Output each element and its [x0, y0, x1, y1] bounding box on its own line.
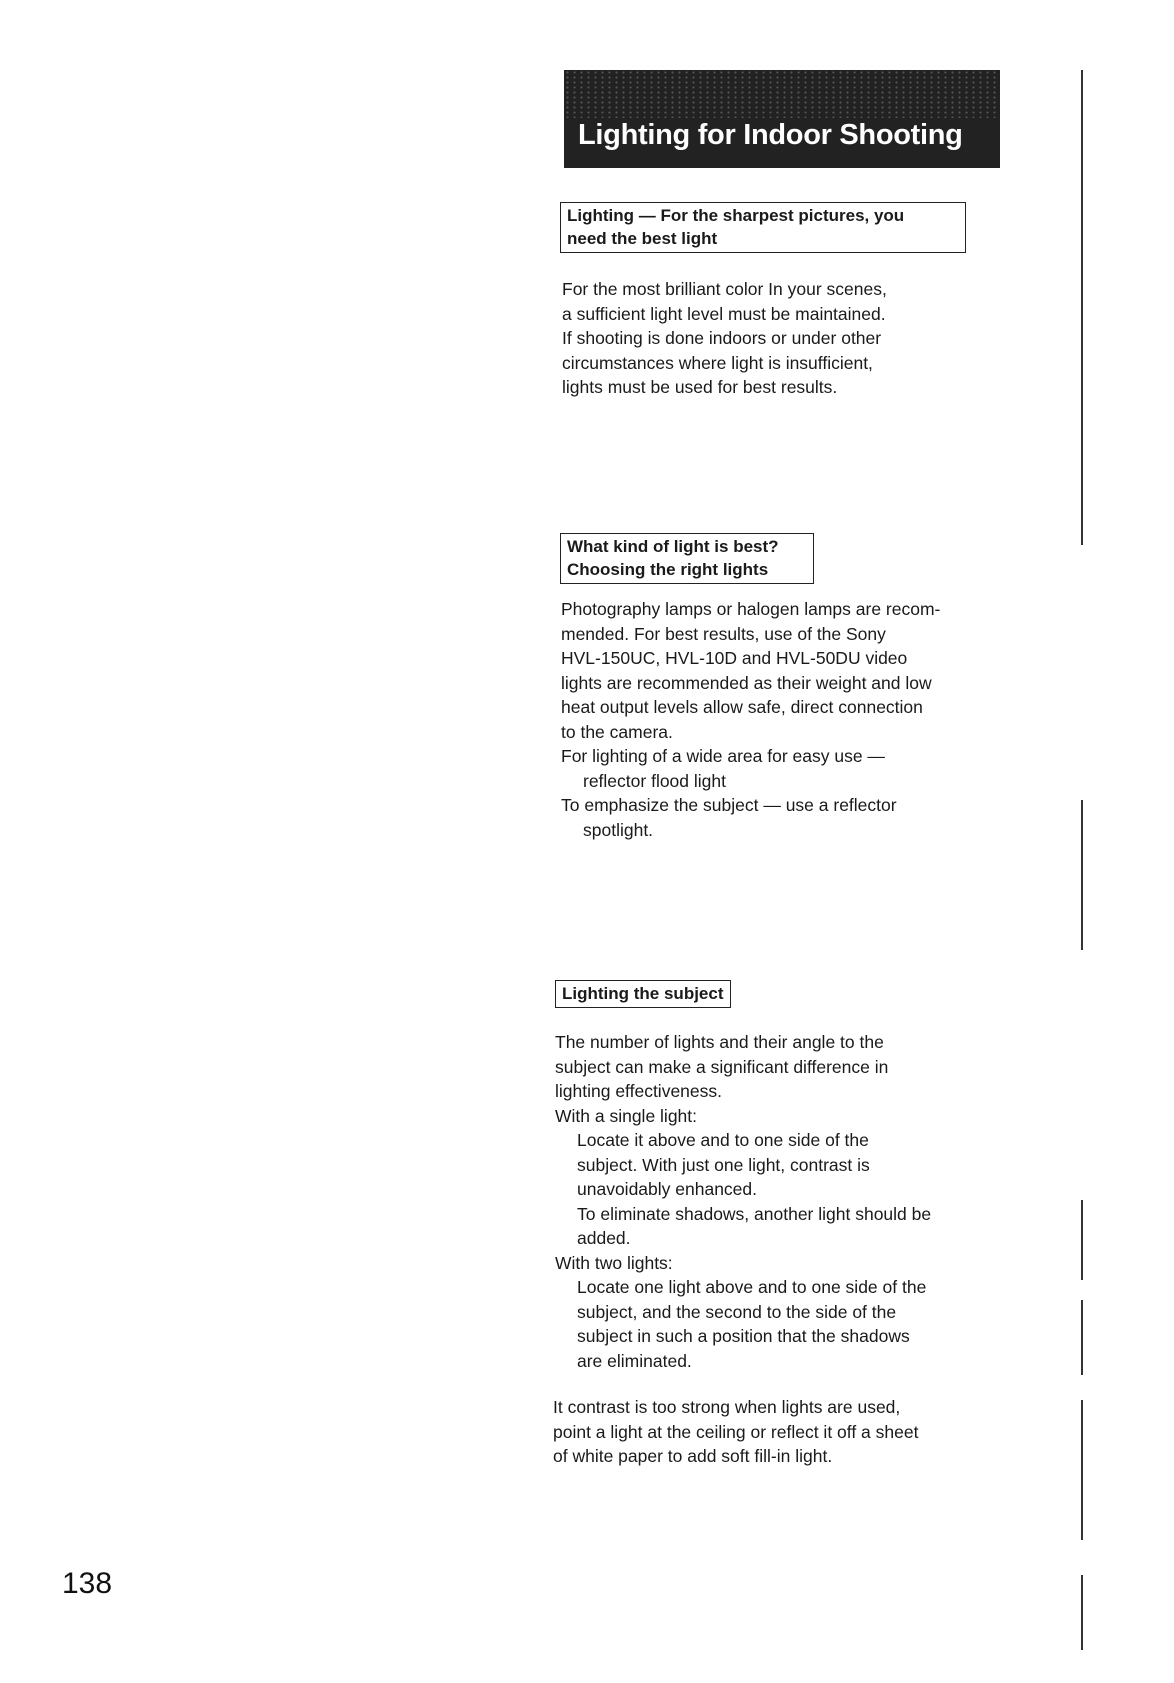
section-heading-light-type: [560, 533, 814, 584]
text-line: spotlight.: [583, 819, 654, 840]
closing-paragraph: [553, 1395, 1008, 1469]
text-line: subject can make a significant difference in: [555, 1056, 889, 1077]
page-number: 138: [62, 1567, 113, 1600]
section-heading-lighting: [560, 202, 966, 253]
margin-rule: [1081, 800, 1083, 950]
text-line: To emphasize the subject — use a reflector: [561, 795, 897, 815]
text-line: lights must be used for best results.: [562, 377, 838, 397]
text-line: subject, and the second to the side of the: [577, 1301, 897, 1322]
heading-line: need the best light: [567, 229, 718, 248]
text-line: The number of lights and their angle to the: [555, 1032, 884, 1052]
text-line: lights are recommended as their weight and low: [561, 672, 932, 693]
margin-rule: [1081, 70, 1083, 545]
margin-rule: [1081, 1300, 1083, 1375]
text-line: For lighting of a wide area for easy use —: [561, 746, 885, 766]
text-line: to the camera.: [561, 721, 673, 742]
text-line: Photography lamps or halogen lamps are recom-: [561, 599, 941, 619]
text-line: of white paper to add soft fill-in light.: [553, 1446, 833, 1466]
text-line: point a light at the ceiling or reflect it off a sheet: [553, 1421, 919, 1442]
heading-line: Lighting the subject: [562, 984, 724, 1003]
heading-line: Lighting — For the sharpest pictures, you: [567, 206, 905, 225]
title-banner: [564, 70, 1000, 168]
text-line: are eliminated.: [577, 1350, 692, 1371]
section-body-lighting: [562, 277, 1002, 400]
margin-rule: [1081, 1575, 1083, 1650]
text-line: Locate it above and to one side of the: [577, 1130, 869, 1150]
heading-line: Choosing the right lights: [567, 560, 769, 579]
text-line: With two lights:: [555, 1252, 673, 1273]
text-line: It contrast is too strong when lights are used,: [553, 1397, 901, 1417]
text-line: a sufficient light level must be maintained.: [562, 303, 886, 324]
section-body-subject: [555, 1030, 1010, 1373]
text-line: For the most brilliant color In your scenes,: [562, 279, 887, 299]
text-line: With a single light:: [555, 1105, 698, 1126]
text-line: reflector flood light: [583, 770, 726, 791]
text-line: circumstances where light is insufficient,: [562, 352, 873, 373]
text-line: mended. For best results, use of the Sony: [561, 623, 886, 644]
margin-rule: [1081, 1400, 1083, 1540]
text-line: heat output levels allow safe, direct connection: [561, 697, 923, 717]
margin-rule: [1081, 1200, 1083, 1280]
heading-line: What kind of light is best?: [567, 537, 779, 556]
text-line: subject. With just one light, contrast is: [577, 1154, 870, 1175]
text-line: subject in such a position that the shadows: [577, 1326, 910, 1346]
text-line: lighting effectiveness.: [555, 1081, 723, 1101]
section-heading-subject: [555, 980, 731, 1008]
page-title: Lighting for Indoor Shooting: [578, 119, 963, 151]
text-line: unavoidably enhanced.: [577, 1179, 758, 1199]
banner-texture: [564, 70, 1000, 118]
text-line: To eliminate shadows, another light should be: [577, 1203, 932, 1224]
section-body-light-type: [561, 597, 1011, 842]
text-line: If shooting is done indoors or under other: [562, 328, 882, 348]
text-line: HVL-150UC, HVL-10D and HVL-50DU video: [561, 648, 908, 668]
text-line: Locate one light above and to one side of the: [577, 1277, 927, 1297]
text-line: added.: [577, 1228, 631, 1248]
